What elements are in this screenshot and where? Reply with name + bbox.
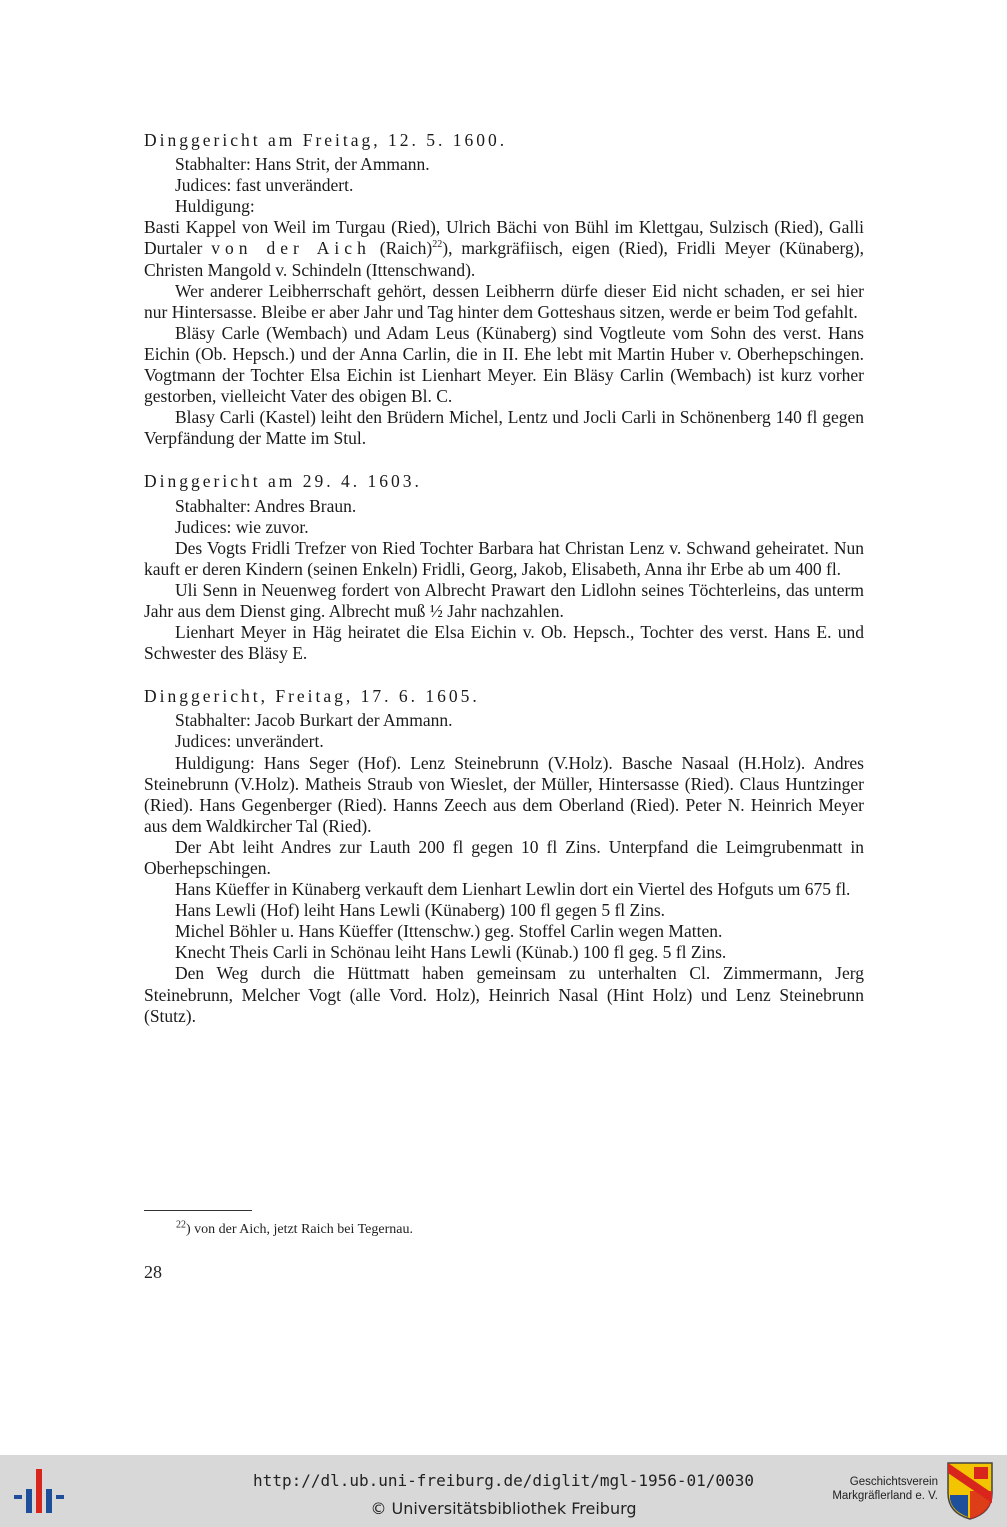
paragraph: Wer anderer Leibherrschaft gehört, dessen Leibherrn dürfe dieser Eid nicht schaden, er sei hier nur Hintersasse. Bleibe er aber Jahr und Tag hinter dem Gotteshaus sitzen, werde er beim Tod gefahlt. — [144, 280, 864, 322]
paragraph: Michel Böhler u. Hans Küeffer (Ittenschw.) geg. Stoffel Carlin wegen Matten. — [175, 921, 723, 942]
org-line-1: Geschichtsverein — [849, 1476, 938, 1488]
paragraph: Judices: wie zuvor. — [175, 516, 309, 537]
paragraph: Knecht Theis Carli in Schönau leiht Hans Lewli (Künab.) 100 fl geg. 5 fl Zins. — [175, 942, 727, 963]
paragraph — [144, 217, 864, 280]
paragraph-segment: (Raich) — [370, 238, 433, 259]
footnote-divider — [144, 1210, 252, 1211]
paragraph-segment: ), markgräfiisch, eigen (Ried), Fridli Meyer (Künaberg), Christen Mangold v. Schindeln (Ittenschwand). — [144, 238, 864, 280]
paragraph: Blasy Carli (Kastel) leiht den Brüdern Michel, Lentz und Jocli Carli in Schönenberg 140 fl gegen Verpfändung der Matte im Stul. — [144, 407, 864, 449]
viewer-footer — [0, 1455, 1007, 1527]
paragraph: Stabhalter: Hans Strit, der Ammann. — [175, 154, 430, 175]
paragraph: Uli Senn in Neuenweg fordert von Albrecht Prawart den Lidlohn seines Töchterleins, das unterm Jahr aus dem Dienst ging. Albrecht muß ½ Jahr nachzahlen. — [144, 579, 864, 621]
footer-url[interactable]: http://dl.ub.uni-freiburg.de/diglit/mgl-1956-01/0030 — [253, 1471, 754, 1490]
paragraph-segment: von der Aich — [211, 238, 371, 259]
section-heading: Dinggericht am Freitag, 12. 5. 1600. — [144, 130, 508, 150]
paragraph: Den Weg durch die Hüttmatt haben gemeinsam zu unterhalten Cl. Zimmermann, Jerg Steinebrunn, Melcher Vogt (alle Vord. Holz), Heinrich Nasal (Hint Holz) und Lenz Steinebrunn (Stutz). — [144, 963, 864, 1026]
paragraph-segment: Basti Kappel von Weil im Turgau (Ried), Ulrich Bächi von Bühl im Klettgau, Sulzisch (Ried), Galli Durtaler — [144, 217, 864, 259]
section-heading: Dinggericht, Freitag, 17. 6. 1605. — [144, 686, 480, 707]
paragraph: Huldigung: — [175, 196, 255, 217]
paragraph: Stabhalter: Andres Braun. — [175, 495, 357, 516]
paragraph: Hans Küeffer in Künaberg verkauft dem Lienhart Lewlin dort ein Viertel des Hofguts um 675 fl. — [175, 879, 851, 900]
section-heading: Dinggericht am 29. 4. 1603. — [144, 471, 422, 492]
footnote-mark: 22 — [176, 1219, 186, 1231]
paragraph: Huldigung: Hans Seger (Hof). Lenz Steinebrunn (V.Holz). Basche Nasaal (H.Holz). Andres Steinebrunn (V.Holz). Matheis Straub von Wieslet, der Müller, Hintersasse (Ried). Claus Huntzinger (Ried). Hans Gegenberger (Ried). Hanns Zeech aus dem Oberland (Ried). Peter N. Heinrich Meyer aus dem Waldkircher Tal (Ried). — [144, 752, 864, 836]
paragraph: Judices: fast unverändert. — [175, 175, 354, 196]
paragraph: Lienhart Meyer in Häg heiratet die Elsa Eichin v. Ob. Hepsch., Tochter des verst. Hans E. und Schwester des Bläsy E. — [144, 622, 864, 664]
document-body — [144, 130, 864, 1027]
paragraph: Des Vogts Fridli Trefzer von Ried Tochter Barbara hat Christan Lenz v. Schwand geheiratet. Nun kauft er deren Kindern (seinen Enkeln) Fridli, Georg, Jakob, Elisabeth, Anna ihr Erbe ab um 400 fl. — [144, 537, 864, 579]
footnote-text: ) von der Aich, jetzt Raich bei Tegernau. — [186, 1222, 413, 1237]
paragraph: Stabhalter: Jacob Burkart der Ammann. — [175, 710, 453, 731]
footnote — [176, 1219, 413, 1238]
paragraph: Der Abt leiht Andres zur Lauth 200 fl gegen 10 fl Zins. Unterpfand die Leimgrubenmatt in Oberhepschingen. — [144, 836, 864, 878]
paragraph: Bläsy Carle (Wembach) und Adam Leus (Künaberg) sind Vogtleute vom Sohn des verst. Hans Eichin (Ob. Hepsch.) und der Anna Carlin, die in II. Ehe lebt mit Martin Huber v. Oberhepschingen. Vogtmann der Tochter Elsa Eichin ist Lienhart Meyer. Ein Bläsy Carlin (Wembach) ist kurz vorher gestorben, vielleicht Vater des obigen Bl. C. — [144, 322, 864, 407]
footer-organization — [808, 1475, 938, 1503]
coat-of-arms-icon — [946, 1461, 994, 1521]
org-line-2: Markgräflerland e. V. — [832, 1490, 938, 1502]
paragraph: Hans Lewli (Hof) leiht Hans Lewli (Künaberg) 100 fl gegen 5 fl Zins. — [175, 900, 666, 921]
page-number: 28 — [144, 1262, 162, 1282]
footnote-ref[interactable]: 22 — [432, 239, 443, 251]
footer-copyright: © Universitätsbibliothek Freiburg — [370, 1499, 637, 1518]
paragraph: Judices: unverändert. — [175, 731, 324, 752]
